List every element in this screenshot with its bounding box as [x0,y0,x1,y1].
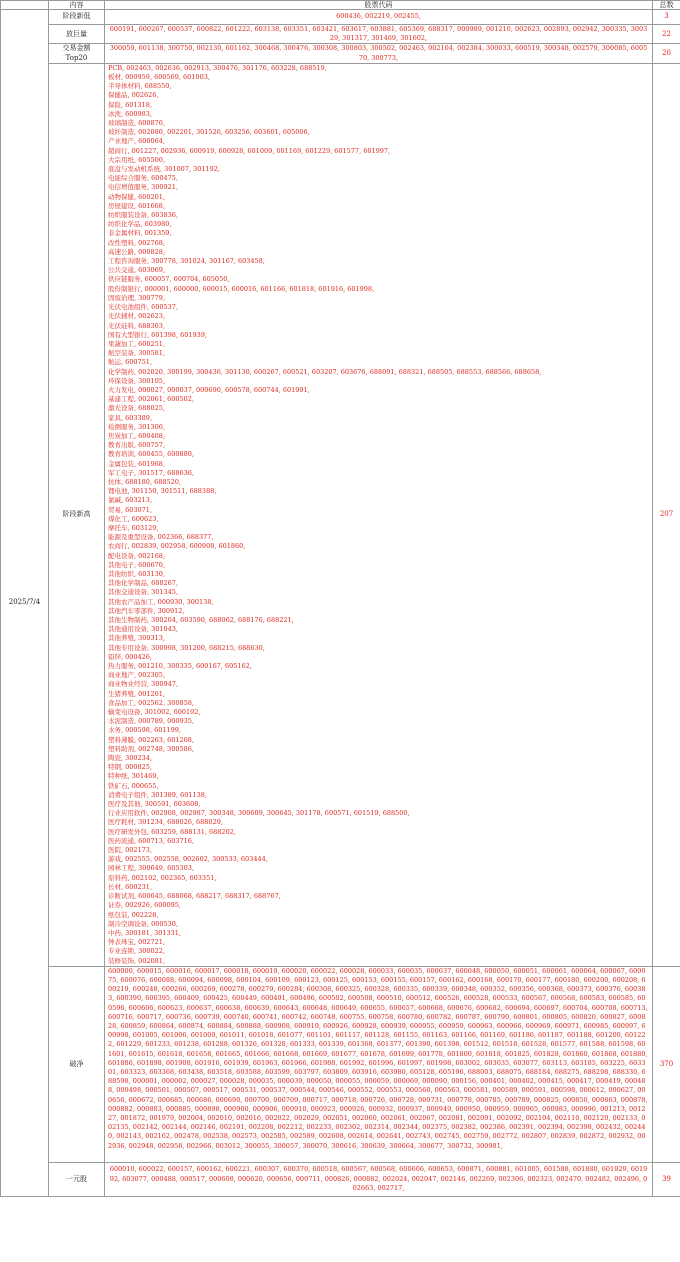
industry-line: 其他通用设备, 301043, [108,625,179,634]
type-below-book: 破净 [49,966,105,1162]
industry-line: 抗体, 688180, 688520, [108,477,181,486]
industry-line: 其他纺织, 603130, [108,569,166,578]
industry-line: 水泥制造, 000789, 000935, [108,717,194,726]
industry-line: 基建工程, 002061, 600502, [108,395,194,404]
industry-line: 生猪养殖, 001201, [108,689,166,698]
industry-line: 贸易, 603071, [108,505,153,514]
industry-line: 火力发电, 000027, 000037, 000690, 600578, 600744, 601991, [108,385,310,394]
industry-line: 电信增值服务, 300921, [108,183,179,192]
industry-line: 医疗及其他, 300591, 603608, [108,800,201,809]
header-date [1,1,49,10]
total-new-low: 3 [653,10,680,25]
industry-line: 半导体材料, 688550, [108,82,172,91]
row-huge-volume [1,25,680,44]
industry-line: 塑料薄膜, 002263, 601208, [108,735,194,744]
industry-line: 果蔬加工, 600251, [108,339,166,348]
industry-line: 保险, 601318, [108,100,153,109]
industry-line: 光伏硅料, 688303, [108,321,166,330]
industry-line: 装修装饰, 002081, [108,956,166,965]
industry-line: 热力服务, 001210, 300335, 600167, 605162, [108,662,252,671]
industry-line: 环保设备, 300105, [108,376,166,385]
industry-line: 保健品, 002626, [108,91,159,100]
industry-line: 产业地产, 600064, [108,137,166,146]
total-huge-volume: 22 [653,25,680,44]
row-penny-stock [1,1162,680,1196]
industry-line: 其他农产品加工, 000930, 300138, [108,597,214,606]
industry-line: 医院, 002173, [108,846,153,855]
codes-huge-volume: 600191, 600267, 600537, 600822, 601222, 603138, 603351, 603421, 603617, 603881, 605369, 688317, 000989, 001210, 002623, 002893, 002942, 300335, 300329, 301317, 301469, 301602, [105,25,653,44]
industry-line: 玻纤制造, 002080, 002201, 301526, 603256, 603601, 605006, [108,128,310,137]
industry-line: 农商行, 002839, 002958, 600908, 601860, [108,542,246,551]
type-huge-volume: 放巨量 [49,25,105,44]
industry-line: 激光设备, 688025, [108,404,166,413]
industry-line: 特种纸, 301469, [108,772,159,781]
total-penny-stock: 39 [653,1162,680,1196]
type-penny-stock: 一元股 [49,1162,105,1196]
industry-line: 超商行, 001227, 002936, 600919, 600928, 601009, 601169, 601229, 601577, 601997, [108,146,391,155]
industry-line: 塑料助剂, 002748, 300586, [108,744,194,753]
row-below-book [1,966,680,1162]
industry-line: 商业物业经营, 300947, [108,680,179,689]
industry-line: 纺织化学品, 603980, [108,220,172,229]
industry-line: 其他化学制品, 688267, [108,579,179,588]
industry-line: 园林工程, 300649, 605303, [108,864,194,873]
industry-line: 游戏, 002555, 002558, 002602, 300533, 603444, [108,855,268,864]
industry-line: 原料药, 002102, 002365, 603351, [108,873,217,882]
industry-line: 金属包装, 601968, [108,459,166,468]
industry-line: 工程咨询服务, 300778, 301024, 301167, 603458, [108,257,265,266]
industry-line: 能源及重型设备, 002366, 688377, [108,533,214,542]
industry-line: 纺织服装设备, 603836, [108,211,179,220]
industry-line: 检测服务, 301306, [108,422,166,431]
industry-line: 长材, 600231, [108,882,153,891]
header-codes: 股票代码 [105,1,653,10]
industry-line: 教育培训, 600455, 600880, [108,450,194,459]
industry-line: 专业连锁, 300022, [108,947,166,956]
industry-line: 房屋建设, 601668, [108,201,166,210]
industry-line: 大宗用纸, 605500, [108,155,166,164]
industry-line: 国有大型银行, 601398, 601939, [108,330,207,339]
total-below-book: 370 [653,966,680,1162]
codes-new-high [105,63,653,966]
industry-line: 航运, 600751, [108,358,153,367]
industry-line: 高速公路, 000828, [108,247,166,256]
industry-line: 军工电子, 301517, 688636, [108,468,194,477]
industry-line: 其他生物制药, 300204, 603590, 688062, 688176, 688221, [108,616,294,624]
industry-line: 制冷空调设备, 000530, [108,919,179,928]
industry-line: 公共交通, 603069, [108,266,166,275]
header-type: 内容 [49,1,105,10]
type-top20: 交易金额Top20 [49,44,105,63]
industry-line: 电能综合服务, 600475, [108,174,179,183]
industry-line: 航空装备, 300581, [108,349,166,358]
industry-line: 化学制药, 002020, 300199, 300436, 301130, 600267, 600521, 603207, 603676, 688091, 688321, 688505, 688553, 688566, 688658, [108,367,542,376]
industry-line: 动物保健, 600201, [108,192,166,201]
industry-line: 股份制银行, 000001, 600000, 600015, 600016, 601166, 601818, 601916, 601998, [108,284,375,293]
industry-line: 底盘与发动机系统, 301007, 301192, [108,165,220,174]
industry-line: 诊断试剂, 600645, 688068, 688217, 688317, 688767, [108,892,281,901]
industry-line: 医药流通, 600713, 603716, [108,836,194,845]
industry-line: 纸包装, 002228, [108,910,159,919]
industry-line: 铅锌, 000426, [108,652,153,661]
header-total: 总数 [653,1,680,10]
codes-penny-stock: 600010, 600022, 600157, 600162, 600221, 600307, 600370, 600518, 600567, 600568, 600606, 600653, 600871, 600881, 601005, 601588, 601880, 601929, 601992, 603077, 000488, 000517, 000608, 000620, 000656, 000711, 000826, 000882, 002024, 002047, 002146, 002269, 002306, 002323, 002470, 002482, 002496, 002663, 002717, [105,1162,653,1196]
industry-line: 消费电子组件, 301389, 601138, [108,790,207,799]
row-new-low [1,10,680,25]
codes-top20: 300059, 601138, 300750, 002130, 601162, 300468, 300476, 300308, 300803, 300502, 002463, 002104, 002384, 300033, 600519, 300348, 002579, 300085, 600570, 300773, [105,44,653,63]
codes-new-low: 600436, 002219, 002455, [105,10,653,25]
industry-line: 供应链服务, 600057, 600704, 605050, [108,275,230,284]
industry-line: 陶瓷, 300234, [108,754,153,763]
industry-line: 医疗耗材, 301234, 688026, 688029, [108,818,223,827]
industry-line: 输变电设备, 301002, 600192, [108,708,201,717]
total-top20: 20 [653,44,680,63]
industry-line: 铁矿石, 000655, [108,781,159,790]
industry-line: 氯碱, 603213, [108,496,153,505]
row-top20 [1,44,680,63]
industry-line: 行业应用软件, 002908, 002987, 300348, 300609, 300645, 301178, 600571, 601519, 688500, [108,809,410,818]
industry-line: 商业地产, 002305, [108,671,166,680]
industry-line: 煤化工, 600623, [108,514,159,523]
header-row [1,1,680,10]
date-cell: 2025/7/4 [1,10,49,1197]
industry-line: 食品加工, 002562, 300858, [108,698,194,707]
industry-line: 其他养殖, 300313, [108,634,166,643]
industry-line: 其他专用设备, 300998, 301200, 688215, 688630, [108,643,265,652]
industry-line: 证券, 002926, 600095, [108,901,181,910]
industry-line: 摩托车, 603129, [108,523,159,532]
industry-line: 玻璃制造, 600876, [108,119,166,128]
industry-line: 教育出版, 600757, [108,441,166,450]
industry-line: 光伏辅材, 002623, [108,312,166,321]
industry-line: 特钢, 000825, [108,763,153,772]
industry-line: 钟表珠宝, 002721, [108,938,166,947]
industry-line: 其他电子, 600670, [108,560,166,569]
industry-line: 板材, 000959, 600569, 601003, [108,73,210,82]
total-new-high: 207 [653,63,680,966]
industry-line: 光伏电池组件, 600537, [108,303,179,312]
industry-line: 非金属材料, 001359, [108,229,172,238]
industry-line: 焦炭加工, 600408, [108,431,166,440]
codes-below-book: 600000, 600015, 600016, 600017, 600018, 600019, 600020, 600022, 600028, 600033, 600035, 600037, 600048, 600050, 600051, 600061, 600064, 600067, 600075, 600076, 600088, 600094, 600098, 600104, 600109, 600123, 600125, 600153, 600155, 600157, 600162, 600168, 600170, 600177, 600180, 600200, 600208, 600219, 600248, 600266, 600269, 600278, 600279, 600284, 600308, 600325, 600328, 600335, 600339, 600348, 600352, 600356, 600368, 600373, 600376, 600383, 600390, 600395, 600409, 600425, 600449, 600491, 600496, 600502, 600508, 600510, 600512, 600526, 600528, 600533, 600567, 600568, 600583, 600585, 600596, 600606, 600623, 600637, 600638, 600639, 600643, 600648, 600649, 600655, 600657, 600668, 600676, 600682, 600694, 600697, 600704, 600708, 600713, 600716, 600717, 600736, 600739, 600740, 600741, 600742, 600748, 600755, 600758, 600780, 600782, 600787, 600790, 600801, 600805, 600820, 600827, 600828, 600859, 600864, 600874, 600884, 600888, 600908, 600919, 600926, 600928, 600939, 600955, 600959, 600963, 600966, 600969, 600971, 600985, 600997, 600998, 601005, 601006, 601009, 601011, 601018, 601077, 601101, 601117, 601128, 601155, 601163, 601166, 601169, 601186, 601187, 601188, 601200, 601222, 601229, 601233, 601238, 601288, 601326, 601328, 601333, 601339, 601368, 601377, 601390, 601398, 601512, 601518, 601528, 601577, 601588, 601598, 601601, 601615, 601618, 601658, 601665, 601666, 601668, 601669, 601677, 601678, 601699, 601778, 601800, 601818, 601825, 601828, 601860, 601868, 601880, 601886, 601898, 601908, 601916, 601939, 601963, 601966, 601988, 601992, 601996, 601997, 601998, 603002, 603035, 603077, 603113, 603185, 603225, 603301, 603323, 603368, 603438, 603518, 603588, 603599, 603797, 603809, 603916, 603980, 605128, 605196, 688003, 688075, 688184, 688275, 688298, 688330, 688598, 000001, 000002, 000027, 000028, 000035, 000039, 000050, 000055, 000059, 000069, 000090, 000156, 000401, 000402, 000415, 000417, 000419, 000488, 000498, 000501, 000507, 000517, 000531, 000537, 000544, 000546, 000552, 000553, 000560, 000563, 000581, 000589, 000591, 000598, 000612, 000627, 000656, 000672, 000685, 000686, 000690, 000700, 000709, 000717, 000718, 000726, 000728, 000731, 000778, 000785, 000789, 000825, 000850, 000863, 000878, 000882, 000883, 000885, 000898, 000900, 000906, 000910, 000923, 000926, 000932, 000937, 000949, 000950, 000959, 000965, 000983, 000990, 001213, 001227, 001872, 001979, 002004, 002010, 002016, 002022, 002029, 002051, 002060, 002061, 002067, 002081, 002091, 002092, 002104, 002110, 002120, 002133, 002135, 002142, 002144, 002146, 002191, 002208, 002212, 002233, 002302, 002314, 002344, 002375, 002382, 002386, 002391, 002394, 002398, 002432, 002440, 002143, 002162, 002478, 002538, 002573, 002585, 002589, 002608, 002614, 002641, 002743, 002745, 002759, 002772, 002807, 002839, 002872, 002932, 002936, 002948, 002958, 002966, 003012, 300055, 300057, 300070, 300616, 300639, 300664, 300677, 300732, 300981, [105,966,653,1162]
type-new-high: 阶段新高 [49,63,105,966]
industry-line: 中药, 300181, 301331, [108,928,181,937]
industry-line: 医疗研发外包, 603259, 688131, 688202, [108,827,236,836]
industry-line: 改性塑料, 002768, [108,238,166,247]
type-new-low: 阶段新低 [49,10,105,25]
industry-line: 其他汽车零部件, 300912, [108,606,185,615]
row-new-high [1,63,680,966]
industry-line: 其他交通设备, 301345, [108,588,179,597]
industry-line: 固废治理, 300779, [108,293,166,302]
industry-line: 水务, 000598, 601199, [108,726,181,735]
industry-line: 锂电池, 301150, 301511, 688388, [108,487,217,496]
industry-line: 配电设备, 002168, [108,551,166,560]
industry-line: PCB, 002463, 002636, 002913, 300476, 301176, 603228, 688519, [108,63,327,72]
industry-line: 冰洗, 600983, [108,109,153,118]
industry-line: 家具, 603389, [108,413,153,422]
